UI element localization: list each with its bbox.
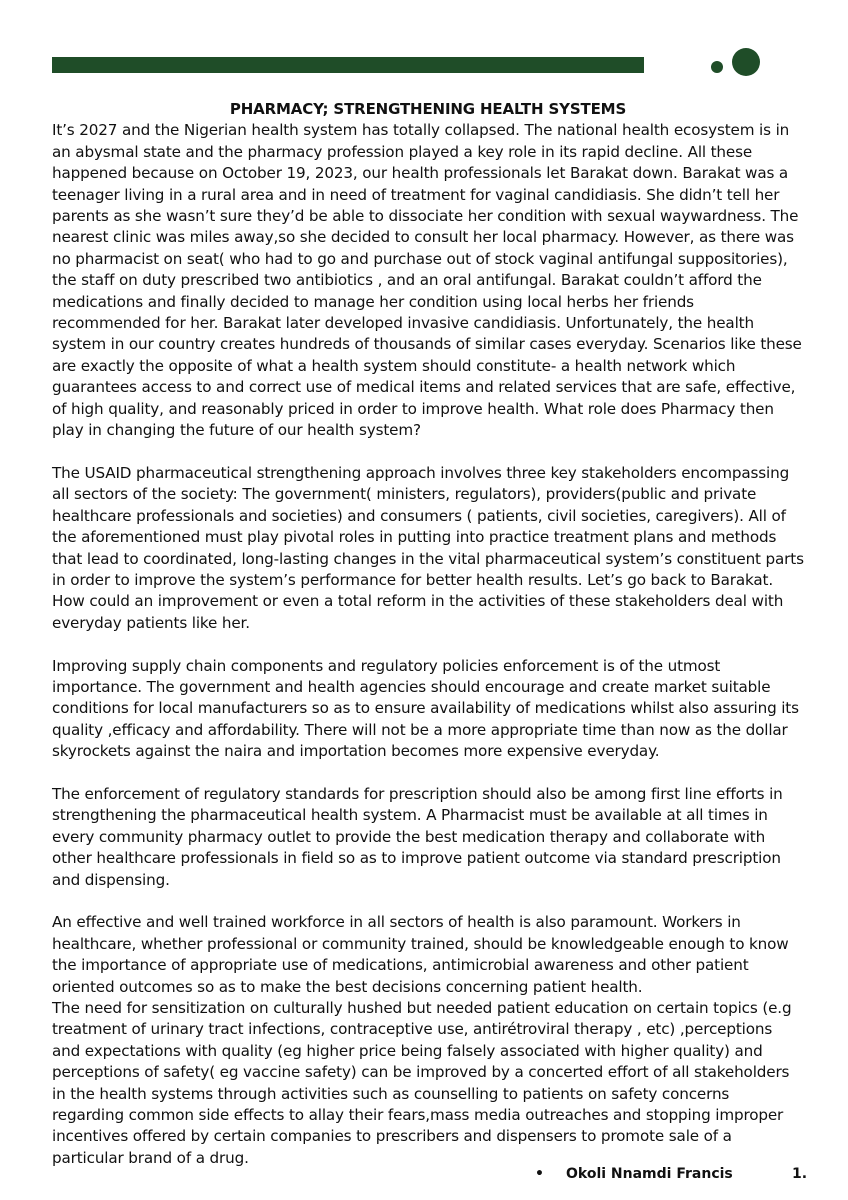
paragraph-usaid-approach: The USAID pharmaceutical strengthening approach involves three key stakeholders encompassing all sectors of the society: The government( ministers, regulators), providers(public and private healthcare professionals and societies) and consumers ( patients, civil societies, caregivers). All of the aforementioned must play pivotal roles in putting into practice treatment plans and methods that lead to coordinated, long-lasting changes in the vital pharmaceutical system’s constituent parts in order to improve the system’s performance for better health results. Let’s go back to Barakat. How could an improvement or even a total reform in the activities of these stakeholders deal with everyday patients like her. xyxy=(52,463,804,632)
paragraph-supply-chain: Improving supply chain components and regulatory policies enforcement is of the utmost importance. The government and health agencies should encourage and create market suitable conditions for local manufacturers so as to ensure availability of medications whilst also assuring its quality ,efficacy and affordability. There will not be a more appropriate time than now as the dollar skyrockets against the naira and importation becomes more expensive everyday. xyxy=(52,656,799,761)
article-body xyxy=(52,99,804,1169)
header-accent-bar xyxy=(52,57,644,73)
footer-page-number: 1. xyxy=(792,1166,808,1182)
footer-author: Okoli Nnamdi Francis xyxy=(566,1166,733,1182)
paragraph-sensitization: The need for sensitization on culturally hushed but needed patient education on certain topics (e.g treatment of urinary tract infections, contraceptive use, antirétroviral therapy , etc) ,perceptions and expectations with quality (eg higher price being falsely associated with higher quality) and perceptions of safety( eg vaccine safety) can be improved by a concerted effort of all stakeholders in the health systems through activities such as counselling to patients on safety concerns regarding common side effects to allay their fears,mass media outreaches and stopping improper incentives offered by certain companies to prescribers and dispensers to promote sale of a particular brand of a drug. xyxy=(52,999,792,1167)
paragraph-regulatory-standards: The enforcement of regulatory standards for prescription should also be among first line efforts in strengthening the pharmaceutical health system. A Pharmacist must be available at all times in every community pharmacy outlet to provide the best medication therapy and collaborate with other healthcare professionals in field so as to improve patient outcome via standard prescription and dispensing. xyxy=(52,784,783,889)
page-footer xyxy=(0,1166,848,1188)
paragraph-workforce: An effective and well trained workforce in all sectors of health is also paramount. Workers in healthcare, whether professional or community trained, should be knowledgeable enough to know the importance of appropriate use of medications, antimicrobial awareness and other patient oriented outcomes so as to make the best decisions concerning patient health. xyxy=(52,913,789,996)
article-title: PHARMACY; STRENGTHENING HEALTH SYSTEMS xyxy=(229,100,627,118)
header-small-dot xyxy=(711,61,723,73)
header-large-dot xyxy=(732,48,760,76)
footer-bullet-icon: • xyxy=(535,1166,544,1182)
paragraph-intro: It’s 2027 and the Nigerian health system has totally collapsed. The national health ecosystem is in an abysmal state and the pharmacy profession played a key role in its rapid decline. All these happened because on October 19, 2023, our health professionals let Barakat down. Barakat was a teenager living in a rural area and in need of treatment for vaginal candidiasis. She didn’t tell her parents as she wasn’t sure they’d be able to dissociate her condition with sexual waywardness. The nearest clinic was miles away,so she decided to consult her local pharmacy. However, as there was no pharmacist on seat( who had to go and purchase out of stock vaginal antifungal suppositories), the staff on duty prescribed two antibiotics , and an oral antifungal. Barakat couldn’t afford the medications and finally decided to manage her condition using local herbs her friends recommended for her. Barakat later developed invasive candidiasis. Unfortunately, the health system in our country creates hundreds of thousands of similar cases everyday. Scenarios like these are exactly the opposite of what a health system should constitute- a health network which guarantees access to and correct use of medical items and related services that are safe, effective, of high quality, and reasonably priced in order to improve health. What role does Pharmacy then play in changing the future of our health system? xyxy=(52,121,802,440)
